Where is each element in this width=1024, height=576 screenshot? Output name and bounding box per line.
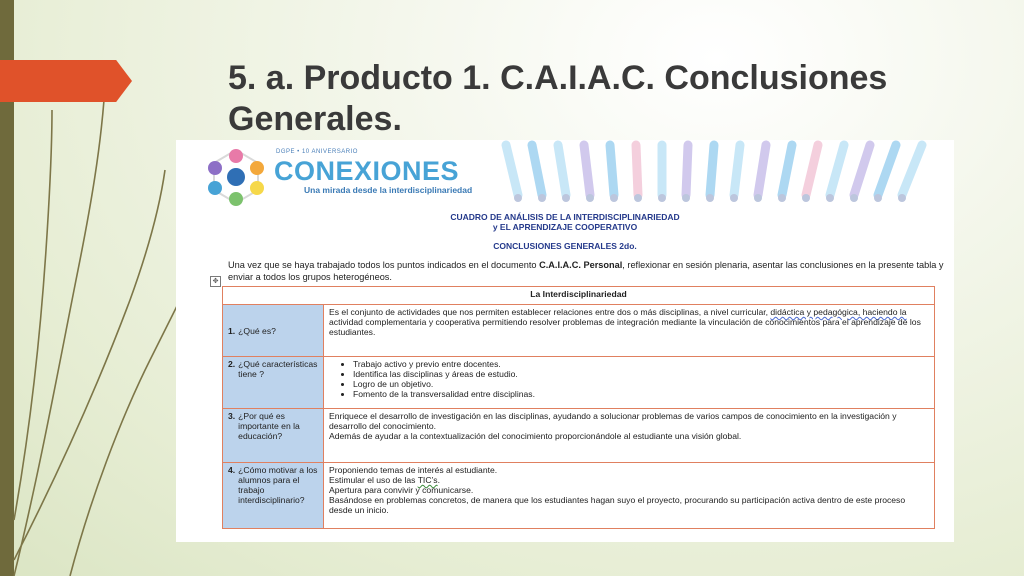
- answer-text-b: didáctica y pedagógica, haciendo la: [770, 307, 907, 317]
- question-cell: [223, 305, 324, 357]
- table-header: La Interdisciplinariedad: [223, 287, 935, 305]
- table-row: [223, 357, 935, 409]
- document-image: [176, 140, 954, 542]
- intro-text-part2: , reflexionar en sesión plenaria, asentar las conclusiones en la presente tabla y enviar a todos los grupos heterogéneos.: [228, 260, 944, 282]
- intro-bold-doc-name: C.A.I.A.C. Personal: [539, 260, 623, 270]
- answer-text: .: [437, 475, 440, 485]
- decorative-stripes: [496, 140, 936, 208]
- title-arrow-marker: [0, 60, 132, 102]
- doc-heading-line2: y EL APRENDIZAJE COOPERATIVO: [492, 222, 638, 232]
- question-text: ¿Qué características tiene ?: [238, 359, 318, 379]
- question-text: ¿Qué es?: [238, 325, 276, 336]
- question-number: 3.: [228, 411, 236, 421]
- slide-title: 5. a. Producto 1. C.A.I.A.C. Conclusiones Generales.: [228, 59, 888, 138]
- conexiones-logo-icon: [202, 146, 270, 208]
- characteristics-list: [329, 359, 929, 399]
- logo-wordmark: CONEXIONES: [274, 156, 460, 186]
- answer-line: Proponiendo temas de interés al estudiante.: [329, 465, 498, 475]
- logo-tagline: Una mirada desde la interdisciplinariedad: [304, 185, 473, 195]
- list-item: • Logro de un objetivo.: [353, 379, 929, 389]
- table-move-handle-icon[interactable]: ✥: [210, 276, 221, 287]
- answer-text-c: actividad complementaria y cooperativa permitiendo resolver problemas de integración mediante la vinculación de conocimientos para el aprendizaje de los estudiantes.: [329, 317, 921, 337]
- doc-subheading: CONCLUSIONES GENERALES 2do.: [493, 241, 637, 251]
- doc-heading-line1: CUADRO DE ANÁLISIS DE LA INTERDISCIPLINARIEDAD: [450, 212, 680, 222]
- table-row: [223, 463, 935, 529]
- list-item: • Trabajo activo y previo entre docentes.: [353, 359, 929, 369]
- question-number: 4.: [228, 465, 236, 475]
- answer-line: [329, 475, 929, 485]
- table-row: [223, 305, 935, 357]
- table-header-row: [223, 287, 935, 305]
- answer-text: Estimular el uso de las: [329, 475, 418, 485]
- table-row: [223, 409, 935, 463]
- question-text: ¿Por qué es importante en la educación?: [238, 411, 300, 441]
- question-cell: [223, 463, 324, 529]
- question-number: 2.: [228, 359, 236, 369]
- question-cell: [223, 357, 324, 409]
- tics-word: TIC’s: [417, 475, 438, 485]
- interdisciplinarity-table: [222, 286, 935, 529]
- question-number: 1.: [228, 325, 236, 336]
- answer-line: Enriquece el desarrollo de investigación en las disciplinas, ayudando a solucionar problemas de varios campos de conocimiento en la investigación y desarrollo del conocimiento.: [329, 411, 897, 431]
- answer-cell: [324, 463, 935, 529]
- list-item: • Fomento de la transversalidad entre disciplinas.: [353, 389, 929, 399]
- question-text: ¿Cómo motivar a los alumnos para el trabajo interdisciplinario?: [238, 465, 318, 505]
- answer-cell: [324, 305, 935, 357]
- intro-text-part1: Una vez que se haya trabajado todos los puntos indicados en el documento: [228, 260, 540, 270]
- answer-cell: [324, 357, 935, 409]
- answer-line: Apertura para convivir y comunicarse.: [329, 485, 474, 495]
- list-item: • Identifica las disciplinas y áreas de estudio.: [353, 369, 929, 379]
- question-cell: [223, 409, 324, 463]
- answer-text-a: Es el conjunto de actividades que nos permiten establecer relaciones entre dos o más disciplinas, a nivel curricular,: [329, 307, 771, 317]
- intro-paragraph: [228, 259, 948, 283]
- logo-small-text: DGPE • 10 ANIVERSARIO: [276, 149, 358, 155]
- answer-line: Basándose en problemas concretos, de manera que los estudiantes hagan suyo el proyecto, procurando su participación activa dentro de este proceso desde un inicio.: [329, 495, 906, 515]
- answer-line: Además de ayudar a la contextualización del conocimiento proporcionándole al estudiante una visión global.: [329, 431, 742, 441]
- answer-cell: [324, 409, 935, 463]
